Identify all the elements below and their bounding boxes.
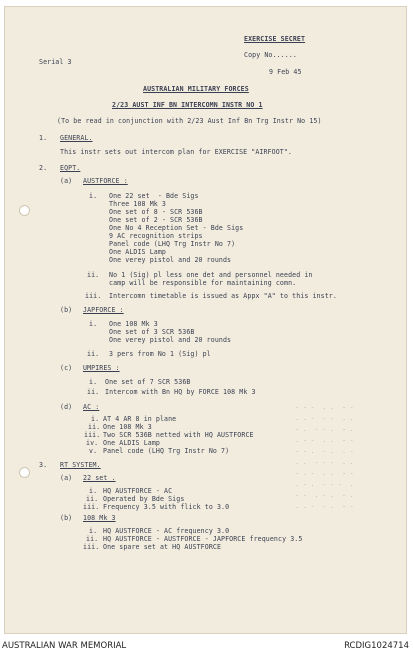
punch-hole bbox=[19, 205, 30, 216]
item-number: ii. bbox=[88, 423, 101, 431]
list-item: One spare set at HQ AUSTFORCE bbox=[103, 543, 222, 551]
item-number: iii. bbox=[83, 543, 100, 551]
list-item: AT 4 AR 8 in plane bbox=[103, 415, 177, 423]
list-item: Intercomn timetable is issued as Appx "A" to this instr. bbox=[109, 292, 337, 300]
item-number: i. bbox=[91, 415, 100, 423]
list-item: HQ AUSTFORCE - AUSTFORCE - JAPFORCE frequency 3.5 bbox=[103, 535, 303, 543]
subsection-heading-japforce: JAPFORCE : bbox=[83, 306, 124, 314]
list-item: One verey pistol and 20 rounds bbox=[109, 256, 232, 264]
list-item: HQ AUSTFORCE - AC bbox=[103, 487, 173, 495]
subsection-heading-austforce: AUSTFORCE : bbox=[83, 177, 128, 185]
subsection-heading-ac: AC : bbox=[83, 403, 100, 411]
list-item: One 108 Mk 3 bbox=[103, 423, 152, 431]
list-item: One set of 2 - SCR 536B bbox=[109, 216, 203, 224]
punch-hole bbox=[19, 467, 30, 478]
item-number: iii. bbox=[85, 292, 102, 300]
item-number: iii. bbox=[84, 431, 101, 439]
subsection-label: (a) bbox=[60, 474, 73, 482]
subsection-label: (a) bbox=[60, 177, 73, 185]
list-item: 3 pers from No 1 (Sig) pl bbox=[109, 350, 211, 358]
item-number: ii. bbox=[86, 495, 99, 503]
list-item: camp will be responsible for maintaining comn. bbox=[109, 279, 297, 287]
document-page bbox=[4, 6, 407, 634]
subsection-label: (b) bbox=[60, 514, 73, 522]
list-item: No 1 (Sig) pl less one det and personnel needed in bbox=[109, 271, 313, 279]
item-number: i. bbox=[89, 378, 98, 386]
section-number: 1. bbox=[39, 134, 48, 142]
item-number: v. bbox=[89, 447, 98, 455]
list-item: One No 4 Reception Set - Bde Sigs bbox=[109, 224, 244, 232]
subsection-label: (d) bbox=[60, 403, 73, 411]
list-item: Panel code (LHQ Trg Instr No 7) bbox=[103, 447, 230, 455]
classification-marking: EXERCISE SECRET bbox=[244, 35, 306, 43]
list-item: One 22 set - Bde Sigs bbox=[109, 192, 199, 200]
section-number: 2. bbox=[39, 164, 48, 172]
subsection-label: (b) bbox=[60, 306, 73, 314]
item-number: i. bbox=[89, 320, 98, 328]
copy-number: Copy No...... bbox=[244, 51, 297, 59]
subsection-heading-umpires: UMPIRES : bbox=[83, 364, 120, 372]
list-item: One set of 3 SCR 536B bbox=[109, 328, 195, 336]
document-subtitle: (To be read in conjunction with 2/23 Aust Inf Bn Trg Instr No 15) bbox=[57, 117, 322, 125]
list-item: One 108 Mk 3 bbox=[109, 320, 158, 328]
list-item: HQ AUSTFORCE - AC frequency 3.0 bbox=[103, 527, 230, 535]
item-number: iv. bbox=[86, 439, 99, 447]
section-heading-rt-system: RT SYSTEM. bbox=[60, 461, 101, 469]
general-text: This instr sets out intercom plan for EXERCISE "AIRFOOT". bbox=[60, 148, 292, 156]
list-item: Intercom with Bn HQ by FORCE 108 Mk 3 bbox=[105, 388, 256, 396]
archive-footer bbox=[0, 636, 413, 654]
forces-heading: AUSTRALIAN MILITARY FORCES bbox=[143, 85, 249, 93]
item-number: i. bbox=[89, 192, 98, 200]
item-number: ii. bbox=[87, 271, 100, 279]
serial-number: Serial 3 bbox=[39, 58, 72, 66]
section-number: 3. bbox=[39, 461, 48, 469]
footer-record-id: RCDIG1024714 bbox=[344, 641, 409, 651]
list-item: 9 AC recognition strips bbox=[109, 232, 203, 240]
list-item: One verey pistol and 20 rounds bbox=[109, 336, 232, 344]
list-item: Panel code (LHQ Trg Instr No 7) bbox=[109, 240, 236, 248]
list-item: Frequency 3.5 with flick to 3.0 bbox=[103, 503, 230, 511]
subsection-label: (c) bbox=[60, 364, 73, 372]
item-number: i. bbox=[89, 527, 98, 535]
item-number: ii. bbox=[86, 535, 99, 543]
list-item: Three 108 Mk 3 bbox=[109, 200, 166, 208]
item-number: iii. bbox=[83, 503, 100, 511]
list-item: Operated by Bde Sigs bbox=[103, 495, 185, 503]
item-number: i. bbox=[89, 487, 98, 495]
list-item: One ALDIS Lamp bbox=[109, 248, 166, 256]
list-item: One ALDIS Lamp bbox=[103, 439, 160, 447]
item-number: ii. bbox=[87, 388, 100, 396]
document-title: 2/23 AUST INF BN INTERCOMN INSTR NO 1 bbox=[112, 101, 263, 109]
footer-source: AUSTRALIAN WAR MEMORIAL bbox=[2, 641, 127, 651]
list-item: One set of 8 - SCR 536B bbox=[109, 208, 203, 216]
list-item: One set of 7 SCR 536B bbox=[105, 378, 191, 386]
bleed-through-marks: - - - . . - - . . - - - . . - . - - . - . . - - . . - - - - . - . . - . . - - - . . - . - . . - - . - . - - - . - - . - . - . . . - - . - - bbox=[295, 403, 354, 511]
subsection-heading-108-mk3: 108 Mk 3 bbox=[83, 514, 116, 522]
list-item: Two SCR 536B netted with HQ AUSTFORCE bbox=[103, 431, 254, 439]
subsection-heading-22-set: 22 set . bbox=[83, 474, 116, 482]
section-heading-eqpt: EQPT. bbox=[60, 164, 81, 172]
document-date: 9 Feb 45 bbox=[269, 68, 302, 76]
item-number: ii. bbox=[87, 350, 100, 358]
section-heading-general: GENERAL. bbox=[60, 134, 93, 142]
